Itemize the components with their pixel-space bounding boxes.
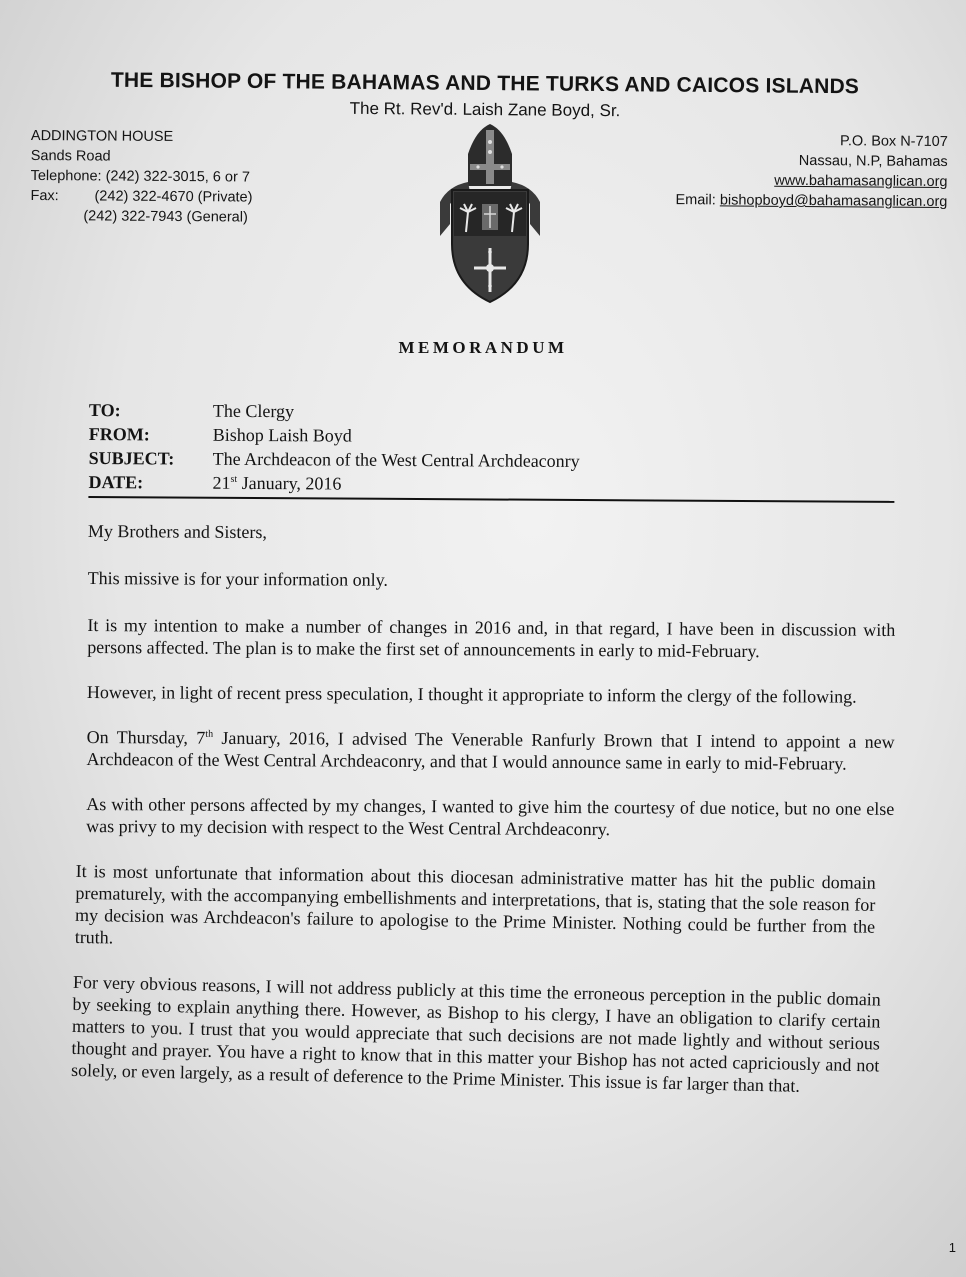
letterhead-title: THE BISHOP OF THE BAHAMAS AND THE TURKS AND CAICOS ISLANDS — [110, 68, 860, 99]
subject-label: SUBJECT: — [88, 447, 175, 469]
memo-header-block — [88, 398, 895, 503]
email-label: Email: — [675, 192, 716, 209]
memo-date-row — [88, 470, 894, 499]
body-paragraph: For very obvious reasons, I will not address publicly at this time the erroneous perception in the public domain by seeking to explain anything there. However, as Bishop to his clergy, I have an obligation to clarify certain matters to you. I trust that you would appreciate that such decisions are not made lightly and without serious thought and prayer. You have a right to know that in this matter your Bishop has not acted capriciously and not solely, or even largely, as a result of deference to the Prime Minister. This issue is far larger than that. — [70, 971, 882, 1096]
address-line: ADDINGTON HOUSE — [30, 127, 174, 145]
telephone-line: Telephone: (242) 322-3015, 6 or 7 — [30, 167, 250, 186]
body-paragraph: However, in light of recent press speculation, I thought it appropriate to inform the clergy of the following. — [86, 681, 857, 707]
p5-sup: th — [205, 728, 214, 740]
website-link[interactable]: www.bahamasanglican.org — [774, 172, 948, 190]
date-suffix: st — [230, 473, 238, 485]
fax-general: (242) 322-7943 (General) — [83, 208, 248, 226]
email-link[interactable]: bishopboyd@bahamasanglican.org — [719, 192, 948, 210]
date-label: DATE: — [88, 471, 144, 493]
p5-rest: January, 2016, I advised The Venerable Ranfurly Brown that I intend to appoint a new Archdeacon of the West Central Archdeaconry, and that I would announce same in early to mid-February. — [86, 727, 895, 774]
letterhead-subtitle: The Rt. Rev'd. Laish Zane Boyd, Sr. — [349, 98, 621, 121]
body-paragraph — [86, 726, 894, 775]
diocesan-crest-icon — [428, 124, 552, 306]
body-paragraph: It is my intention to make a number of changes in 2016 and, in that regard, I have been in discussion with persons affected. The plan is to make the first set of announcements in early to mid-February. — [87, 614, 896, 662]
address-block-left — [30, 126, 253, 228]
fax-private: (242) 322-4670 (Private) — [94, 188, 253, 206]
memo-body — [70, 520, 896, 1109]
date-value — [212, 471, 341, 496]
po-box: P.O. Box N-7107 — [840, 133, 948, 150]
salutation: My Brothers and Sisters, — [87, 521, 267, 543]
email-line — [676, 190, 948, 212]
fax-label: Fax: — [30, 187, 59, 205]
from-value: Bishop Laish Boyd — [212, 424, 352, 446]
subject-value: The Archdeacon of the West Central Archdeaconry — [212, 448, 580, 471]
date-day: 21 — [212, 472, 231, 493]
to-label: TO: — [88, 399, 121, 421]
body-paragraph: As with other persons affected by my changes, I wanted to give him the courtesy of due notice, but no one else was privy to my decision with respect to the West Central Archdeaconry. — [86, 793, 895, 840]
address-block-right — [676, 130, 948, 212]
date-rest: January, 2016 — [237, 472, 342, 494]
address-line: Sands Road — [30, 147, 111, 165]
city-line: Nassau, N.P, Bahamas — [798, 152, 948, 170]
p5-start: On Thursday, 7 — [86, 726, 206, 748]
from-label: FROM: — [88, 423, 150, 445]
page-number: 1 — [948, 1240, 956, 1255]
memorandum-heading: MEMORANDUM — [398, 338, 568, 357]
fax-line — [30, 186, 252, 208]
to-value: The Clergy — [212, 400, 295, 422]
body-paragraph: It is most unfortunate that information about this diocesan administrative matter has hit the public domain prematurely, with the accompanying embellishments and interpretations, that is, stating that the sole reason for my decision was Archdeacon's failure to apologise to the Prime Minister. Nothing could be further from the truth. — [74, 860, 876, 948]
body-paragraph: This missive is for your information only. — [87, 567, 389, 590]
